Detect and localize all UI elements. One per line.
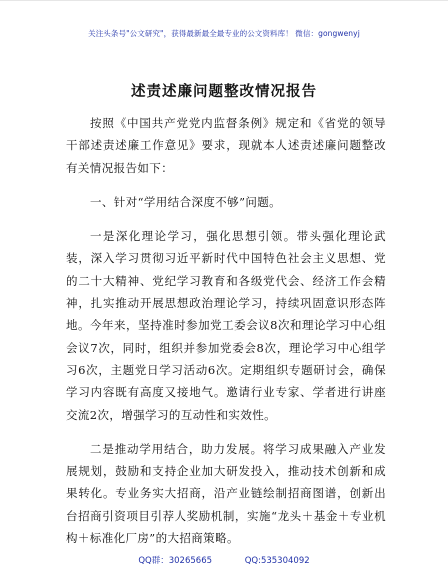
- document-body: [66, 112, 386, 549]
- footer-contact: [0, 554, 448, 566]
- header-promo-text: 关注头条号"公文研究"，获得最新最全最专业的公文资料库！ 微信：gongwenyj: [88, 29, 360, 38]
- document-title: 述责述廉问题整改情况报告: [131, 84, 317, 100]
- footer-qq-group: QQ群：30265665: [138, 556, 213, 566]
- section-heading: 一、针对“学用结合深度不够”问题。: [90, 194, 282, 209]
- page-top-border: [0, 0, 448, 1]
- body-paragraph-1: 一是深化理论学习，强化思想引领。带头强化理论武装，深入学习贯彻习近平新时代中国特色社会主义思想、党的二十大精神、党纪学习教育和各级党代会、经济工作会精神，扎实推动开展思想政治理论学习，持续巩固意识形态阵地。今年来，坚持准时参加党工委会议8次和理论学习中心组会议7次，同时，组织并参加党委会8次，理论学习中心组学习6次，主题党日学习活动6次。定期组织专题研讨会，确保学习内容既有高度又接地气。邀请行业专家、学者进行讲座交流2次，增强学习的互动性和实效性。: [66, 229, 386, 422]
- body-paragraph-2: 二是推动学用结合，助力发展。将学习成果融入产业发展规划，鼓励和支持企业加大研发投入，推动技术创新和成果转化。专业务实大招商，沿产业链绘制招商图谱，创新出台招商引资项目引荐人奖励机制，实施“龙头＋基金＋专业机构＋标准化厂房”的大招商策略。: [66, 441, 386, 546]
- intro-paragraph: 按照《中国共产党党内监督条例》规定和《省党的领导干部述责述廉工作意见》要求，现就本人述责述廉问题整改有关情况报告如下：: [66, 116, 386, 175]
- footer-qq-number: QQ:535304092: [244, 556, 310, 566]
